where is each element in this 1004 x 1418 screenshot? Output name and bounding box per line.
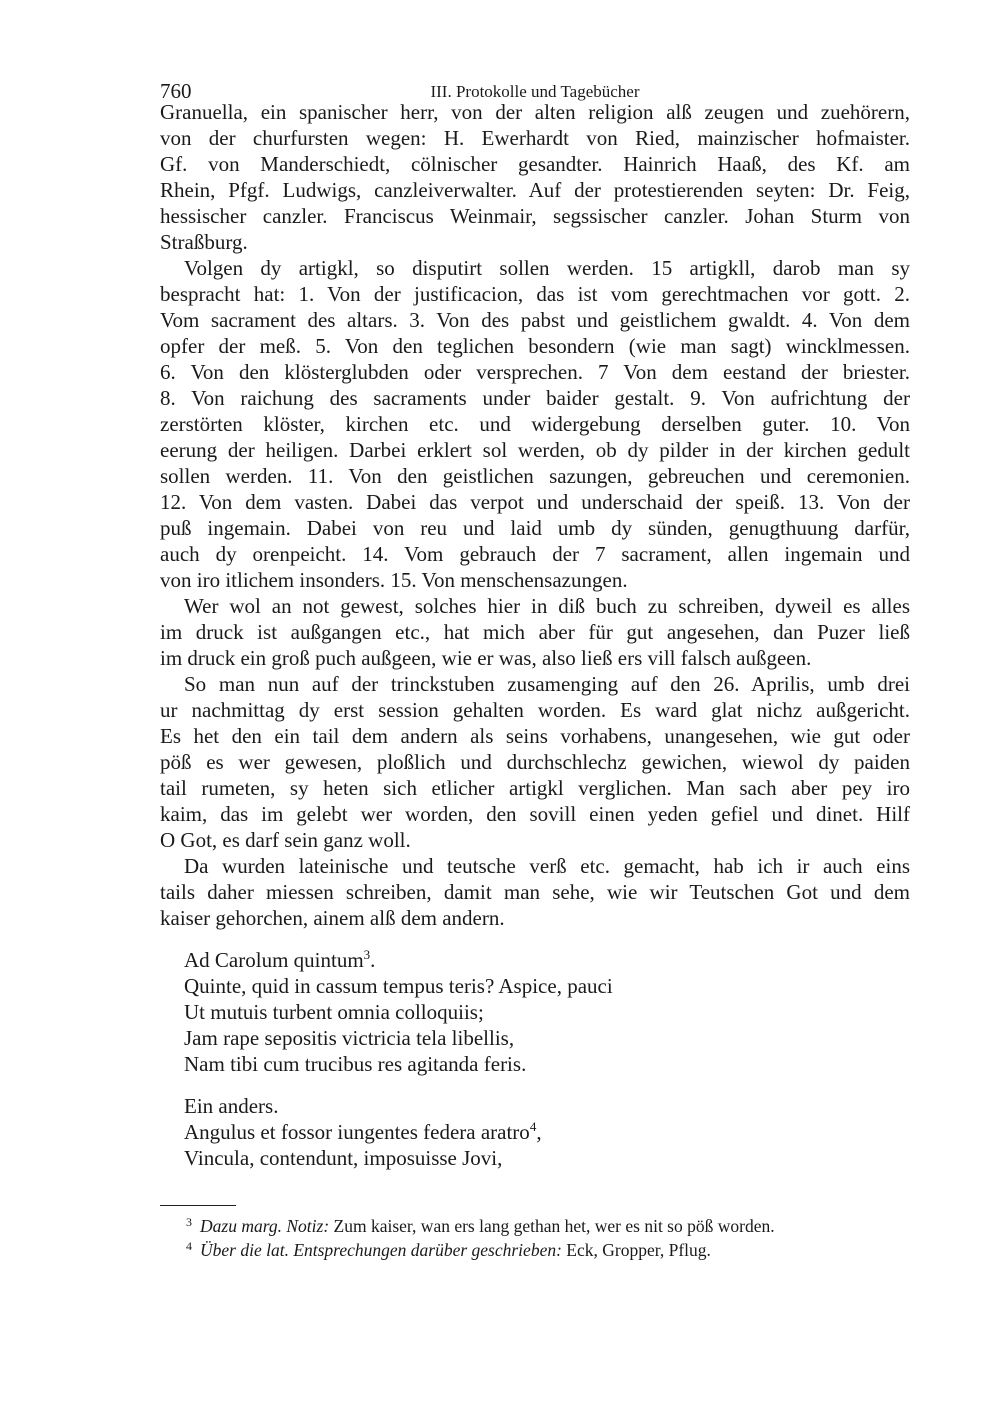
text-line: im druck ist außgangen etc., hat mich aber für gut angesehen, dan Puzer ließ [160,620,910,644]
text-line: Es het den ein tail dem andern als seins vorhabens, unangesehen, wie gut oder [160,724,910,748]
running-title: III. Protokolle und Tagebücher [430,82,640,101]
text-line: tails daher miessen schreiben, damit man sehe, wie wir Teutschen Got und dem [160,880,910,904]
footnote [186,1210,916,1234]
text-line: kaiser gehorchen, ainem alß dem andern. [160,906,505,930]
text-line: So man nun auf der trinckstuben zusamenging auf den 26. Aprilis, umb drei [184,672,910,696]
text-line: Rhein, Pfgf. Ludwigs, canzleiverwalter. Auf der protestierenden seyten: Dr. Feig, [160,178,910,202]
text-line: 12. Von dem vasten. Dabei das verpot und underschaid der speiß. 13. Von der [160,490,910,514]
footnote-ref: 4 [529,1119,537,1134]
verse-line [184,973,910,999]
text-line: Da wurden lateinische und teutsche verß etc. gemacht, hab ich ir auch eins [184,854,910,878]
footnote-text: Zum kaiser, wan ers lang gethan het, wer es nit so pöß worden. [329,1216,775,1236]
footnote-editorial-note: Über die lat. Entsprechungen darüber geschrieben: [200,1240,562,1260]
verse-line [184,999,910,1025]
punctuation: . [370,948,376,972]
footnote-text: Eck, Gropper, Pflug. [561,1240,711,1260]
verse-text: Quinte, quid in cassum tempus teris? Aspice, pauci [184,974,613,998]
paragraph [160,593,910,671]
paragraph [160,671,910,853]
text-line: hessischer canzler. Franciscus Weinmair, segssischer canzler. Johan Sturm von [160,204,910,228]
text-line: ur nachmittag dy erst session gehalten worden. Es ward glat nichz außgericht. [160,698,910,722]
footnote-separator [160,1205,236,1206]
paragraph [160,255,910,593]
text-line: tail rumeten, sy heten sich etlicher artigkl verglichen. Man sach aber pey iro [160,776,910,800]
footnotes [186,1210,916,1258]
text-line: 8. Von raichung des sacraments under baider gestalt. 9. Von aufrichtung der [160,386,910,410]
footnote [186,1234,916,1258]
footnote-ref: 3 [363,947,371,962]
text-line: bespracht hat: 1. Von der justificacion, das ist vom gerechtmachen vor gott. 2. [160,282,910,306]
text-line: eerung der heiligen. Darbei erklert sol werden, ob dy pilder in der kirchen gedult [160,438,910,462]
text-line: Straßburg. [160,230,248,254]
verse-text: Vincula, contendunt, imposuisse Jovi, [184,1146,503,1170]
verse-line [184,1119,910,1145]
verse-line [184,1051,910,1077]
main-text [160,99,910,1171]
text-line: Vom sacrament des altars. 3. Von des pabst und geistlichem gwaldt. 4. Von dem [160,308,910,332]
verse-text: Ein anders. [184,1094,279,1118]
text-line: Granuella, ein spanischer herr, von der alten religion alß zeugen und zuehörern, [160,100,910,124]
text-line: Volgen dy artigkl, so disputirt sollen werden. 15 artigkll, darob man sy [184,256,910,280]
text-line: puß ingemain. Dabei von reu und laid umb dy sünden, genugthuung darfür, [160,516,910,540]
text-line: im druck ein groß puch außgeen, wie er was, also ließ ers vill falsch außgeen. [160,646,812,670]
verse-line [184,1093,910,1119]
verse-text: Angulus et fossor iungentes federa aratro [184,1120,530,1144]
verse-block [160,947,910,1077]
footnote-number: 3 [186,1215,192,1229]
verse-block [160,1093,910,1171]
verse-text: Nam tibi cum trucibus res agitanda feris. [184,1052,527,1076]
verse-text: Ad Carolum quintum [184,948,364,972]
text-line: Gf. von Manderschiedt, cölnischer gesandter. Hainrich Haaß, des Kf. am [160,152,910,176]
paragraph [160,99,910,255]
verse-line [184,1145,910,1171]
text-line: Wer wol an not gewest, solches hier in diß buch zu schreiben, dyweil es alles [184,594,910,618]
text-line: von iro itlichem insonders. 15. Von menschensazungen. [160,568,628,592]
text-line: opfer der meß. 5. Von den teglichen besondern (wie man sagt) wincklmessen. [160,334,910,358]
page-number: 760 [160,79,192,103]
text-line: sollen werden. 11. Von den geistlichen sazungen, gebreuchen und ceremonien. [160,464,910,488]
text-line: pöß es wer gewesen, ploßlich und durchschlechz gewichen, wiewol dy paiden [160,750,910,774]
text-line: 6. Von den klösterglubden oder versprechen. 7 Von dem eestand der briester. [160,360,910,384]
verse-text: Ut mutuis turbent omnia colloquiis; [184,1000,484,1024]
text-line: von der churfursten wegen: H. Ewerhardt von Ried, mainzischer hofmaister. [160,126,910,150]
footnote-number: 4 [186,1239,192,1253]
text-line: O Got, es darf sein ganz woll. [160,828,411,852]
text-line: zerstörten klöster, kirchen etc. und widergebung derselben guter. 10. Von [160,412,910,436]
verse-line [184,1025,910,1051]
footnote-editorial-note: Dazu marg. Notiz: [200,1216,330,1236]
verse-line [184,947,910,973]
paragraph [160,853,910,931]
punctuation: , [536,1120,542,1144]
text-line: kaim, das im gelebt wer worden, den sovill einen yeden gefiel und dinet. Hilf [160,802,910,826]
text-line: auch dy orenpeicht. 14. Vom gebrauch der 7 sacrament, allen ingemain und [160,542,910,566]
verse-text: Jam rape sepositis victricia tela libellis, [184,1026,515,1050]
